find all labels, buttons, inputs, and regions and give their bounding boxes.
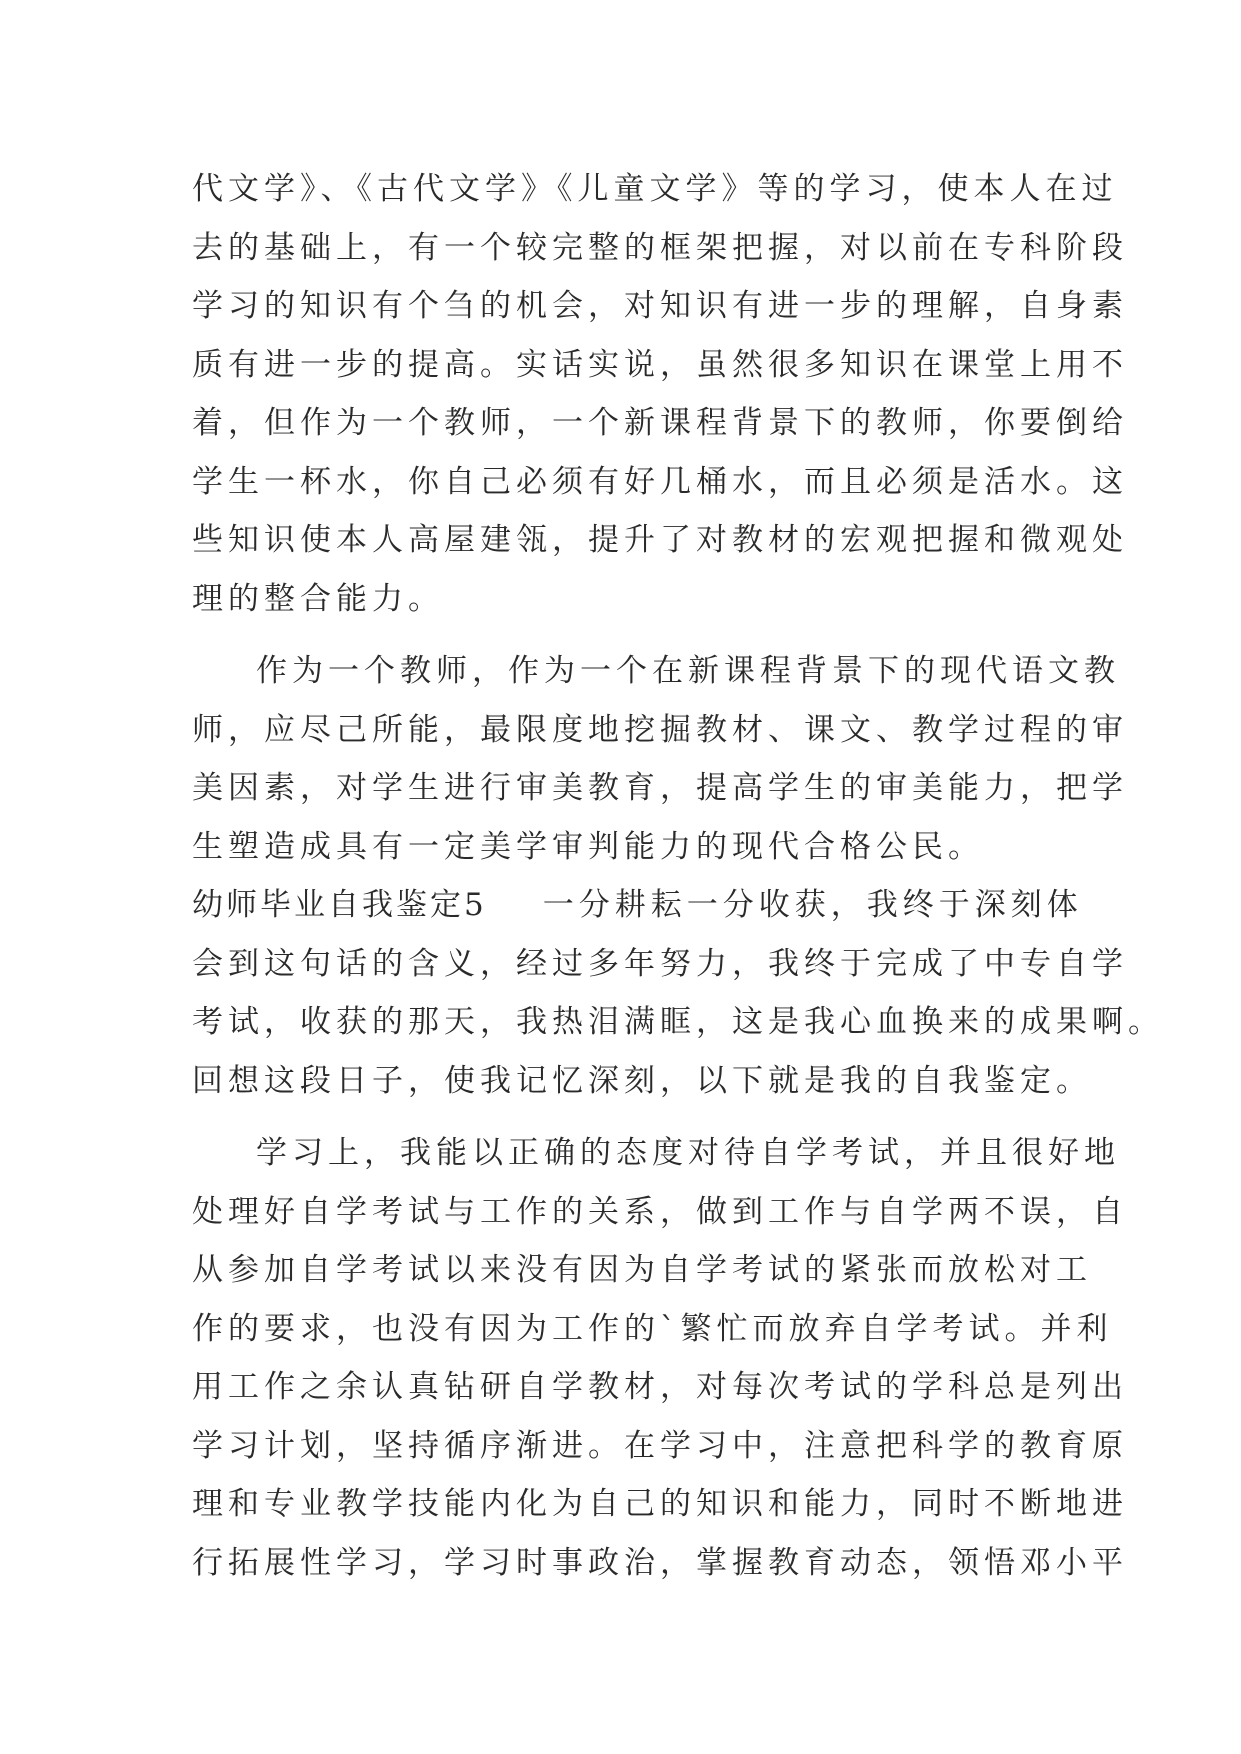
text-line: 美因素，对学生进行审美教育，提高学生的审美能力，把学	[192, 770, 1128, 806]
text-line: 师，应尽己所能，最限度地挖掘教材、课文、教学过程的审	[192, 711, 1128, 748]
text-line: 作的要求，也没有因为工作的`繁忙而放弃自学考试。并利	[192, 1310, 1113, 1347]
text-line: 质有进一步的提高。实话实说，虽然很多知识在课堂上用不	[192, 346, 1128, 383]
text-line: 处理好自学考试与工作的关系，做到工作与自学两不误，自	[192, 1193, 1128, 1230]
section-heading: 幼师毕业自我鉴定5	[192, 887, 487, 923]
paragraph-3	[192, 876, 1164, 1110]
text-line: 学生一杯水，你自己必须有好几桶水，而且必须是活水。这	[192, 463, 1128, 500]
text-line: 学习计划，坚持循序渐进。在学习中，注意把科学的教育原	[192, 1427, 1128, 1464]
text-line: 考试，收获的那天，我热泪满眶，这是我心血换来的成果啊。	[192, 1004, 1164, 1040]
text-line: 作为一个教师，作为一个在新课程背景下的现代语文教	[256, 653, 1120, 689]
text-line: 代文学》、《古代文学》《儿童文学》等的学习，使本人在过	[192, 171, 1118, 207]
text-line: 着，但作为一个教师，一个新课程背景下的教师，你要倒给	[192, 405, 1128, 441]
text-line: 回想这段日子，使我记忆深刻，以下就是我的自我鉴定。	[192, 1062, 1092, 1099]
text-line: 会到这句话的含义，经过多年努力，我终于完成了中专自学	[192, 945, 1128, 982]
text-line: 生塑造成具有一定美学审判能力的现代合格公民。	[192, 828, 984, 865]
text-line: 从参加自学考试以来没有因为自学考试的紧张而放松对工	[192, 1252, 1092, 1288]
text-line: 理的整合能力。	[192, 580, 444, 617]
text-line: 学习上，我能以正确的态度对待自学考试，并且很好地	[256, 1135, 1120, 1171]
paragraph-4	[192, 1124, 1128, 1592]
text-line: 去的基础上，有一个较完整的框架把握，对以前在专科阶段	[192, 229, 1128, 266]
text-line: 理和专业教学技能内化为自己的知识和能力，同时不断地进	[192, 1486, 1128, 1522]
text-line: 行拓展性学习，学习时事政治，掌握教育动态，领悟邓小平	[192, 1544, 1128, 1581]
text-line-start: 一分耕耘一分收获，我终于深刻体	[542, 887, 1083, 923]
text-line: 些知识使本人高屋建瓴，提升了对教材的宏观把握和微观处	[192, 522, 1128, 558]
text-line: 用工作之余认真钻研自学教材，对每次考试的学科总是列出	[192, 1369, 1128, 1405]
section-heading-line	[192, 876, 1083, 935]
text-line: 学习的知识有个刍的机会，对知识有进一步的理解，自身素	[192, 288, 1128, 324]
paragraph-1	[192, 160, 1128, 628]
paragraph-2	[192, 642, 1128, 876]
document-body	[192, 160, 1164, 1592]
